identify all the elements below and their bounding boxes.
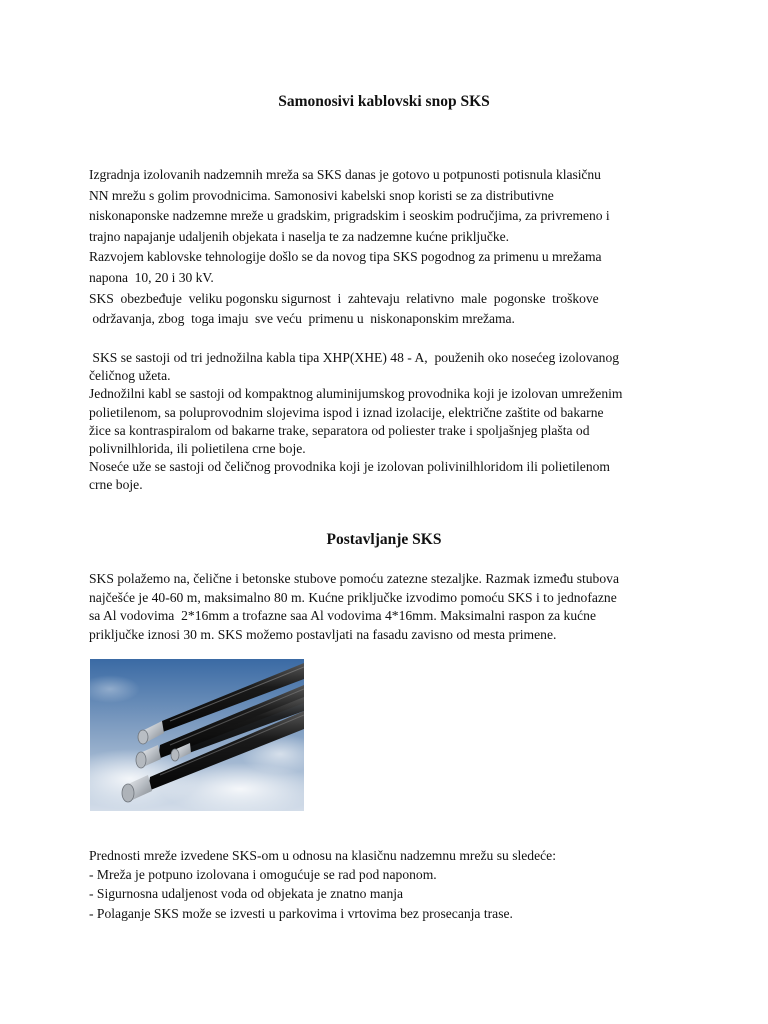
text-line: čeličnog užeta. bbox=[89, 368, 171, 384]
text-line: polivnilhlorida, ili polietilena crne boje. bbox=[89, 441, 306, 457]
text-line: najčešće je 40-60 m, maksimalno 80 m. Kućne priključke izvodimo pomoću SKS i to jednofazne bbox=[89, 589, 617, 605]
list-intro: Prednosti mreže izvedene SKS-om u odnosu na klasičnu nadzemnu mrežu su sledeće: bbox=[89, 848, 556, 863]
cable-bundle-illustration bbox=[90, 659, 304, 811]
text-line: Izgradnja izolovanih nadzemnih mreža sa SKS danas je gotovo u potpunosti potisnula klasičnu bbox=[89, 167, 601, 182]
list-item: - Polaganje SKS može se izvesti u parkovima i vrtovima bez prosecanja trase. bbox=[89, 905, 513, 921]
text-line: SKS obezbeđuje veliku pogonsku sigurnost i zahtevaju relativno male pogonske troškove bbox=[89, 290, 599, 306]
text-line: održavanja, zbog toga imaju sve veću primenu u niskonaponskim mrežama. bbox=[89, 311, 515, 327]
text-line: polietilenom, sa poluprovodnim slojevima ispod i iznad izolacije, električne zaštite od bakarne bbox=[89, 404, 604, 420]
sks-cable-photo bbox=[90, 659, 304, 811]
list-item: - Sigurnosna udaljenost voda od objekata je znatno manja bbox=[89, 886, 404, 902]
advantages-list bbox=[89, 846, 689, 923]
text-line: SKS polažemo na, čelične i betonske stubove pomoću zatezne stezaljke. Razmak između stubova bbox=[89, 571, 619, 586]
text-line: napona 10, 20 i 30 kV. bbox=[89, 269, 214, 285]
text-line: Razvojem kablovske tehnologije došlo se da novog tipa SKS pogodnog za primenu u mrežama bbox=[89, 249, 602, 265]
composition-paragraph bbox=[89, 349, 689, 495]
placement-paragraph bbox=[89, 570, 689, 644]
text-line: trajno napajanje udaljenih objekata i naselja te za nadzemne kućne priključke. bbox=[89, 228, 509, 244]
list-item: - Mreža je potpuno izolovana i omogućuje se rad pod naponom. bbox=[89, 867, 437, 883]
text-line: žice sa kontraspiralom od bakarne trake, separatora od poliester trake i spoljašnjeg plašta od bbox=[89, 422, 590, 438]
text-line: NN mrežu s golim provodnicima. Samonosivi kabelski snop koristi se za distributivne bbox=[89, 187, 554, 203]
text-line: priključke iznosi 30 m. SKS možemo postavljati na fasadu zavisno od mesta primene. bbox=[89, 626, 557, 642]
text-line: sa Al vodovima 2*16mm a trofazne saa Al vodovima 4*16mm. Maksimalni raspon za kućne bbox=[89, 608, 597, 624]
text-line: Noseće uže se sastoji od čeličnog provodnika koji je izolovan polivinilhloridom ili polietilenom bbox=[89, 459, 610, 475]
page-title: Samonosivi kablovski snop SKS bbox=[278, 93, 490, 110]
intro-paragraph bbox=[89, 165, 689, 330]
text-line: niskonaponske nadzemne mreže u gradskim, prigradskim i seoskim područjima, za privremeno i bbox=[89, 208, 610, 224]
text-line: Jednožilni kabl se sastoji od kompaktnog aluminijumskog provodnika koji je izolovan umreženim bbox=[89, 386, 623, 402]
text-line: SKS se sastoji od tri jednožilna kabla tipa XHP(XHE) 48 - A, použenih oko nosećeg izolovanog bbox=[89, 350, 620, 365]
text-line: crne boje. bbox=[89, 477, 143, 493]
section-heading: Postavljanje SKS bbox=[326, 531, 442, 548]
